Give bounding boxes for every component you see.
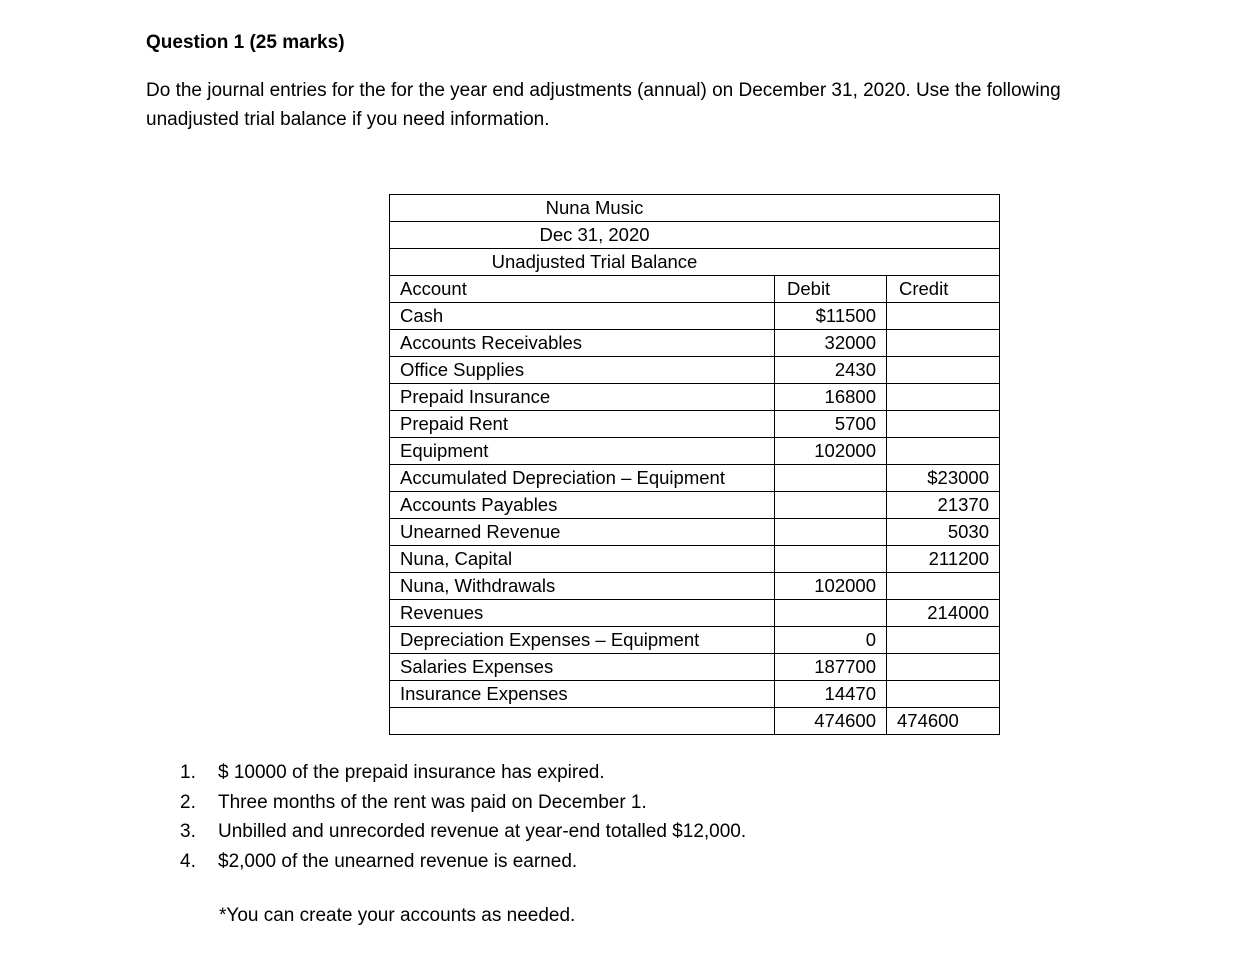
- table-row: [390, 600, 1000, 627]
- credit-amount: 5030: [887, 519, 1000, 546]
- credit-amount: [887, 303, 1000, 330]
- table-row: [390, 384, 1000, 411]
- debit-amount: [775, 492, 887, 519]
- debit-amount: 102000: [775, 573, 887, 600]
- credit-amount: [887, 627, 1000, 654]
- account-name: Salaries Expenses: [390, 654, 775, 681]
- credit-amount: 214000: [887, 600, 1000, 627]
- item-number: 4.: [180, 850, 196, 872]
- account-name: Accounts Payables: [390, 492, 775, 519]
- list-item: [180, 788, 746, 818]
- debit-total: 474600: [775, 708, 887, 735]
- credit-amount: [887, 357, 1000, 384]
- list-item: [180, 817, 746, 847]
- item-text: Unbilled and unrecorded revenue at year-end totalled $12,000.: [218, 821, 747, 842]
- company-name: Nuna Music: [390, 195, 1000, 222]
- debit-amount: 2430: [775, 357, 887, 384]
- account-name: Nuna, Withdrawals: [390, 573, 775, 600]
- account-name: Depreciation Expenses – Equipment: [390, 627, 775, 654]
- debit-amount: 0: [775, 627, 887, 654]
- table-row: [390, 519, 1000, 546]
- debit-amount: [775, 600, 887, 627]
- credit-amount: [887, 681, 1000, 708]
- account-name: Cash: [390, 303, 775, 330]
- column-header-row: [390, 276, 1000, 303]
- adjustments-list: [180, 758, 746, 876]
- footnote: *You can create your accounts as needed.: [219, 905, 576, 926]
- account-name: Unearned Revenue: [390, 519, 775, 546]
- list-item: [180, 847, 746, 877]
- credit-amount: [887, 411, 1000, 438]
- credit-amount: 21370: [887, 492, 1000, 519]
- debit-amount: 187700: [775, 654, 887, 681]
- credit-amount: 211200: [887, 546, 1000, 573]
- account-name: Prepaid Insurance: [390, 384, 775, 411]
- table-row: [390, 303, 1000, 330]
- item-text: $ 10000 of the prepaid insurance has expired.: [218, 762, 605, 783]
- debit-amount: $11500: [775, 303, 887, 330]
- account-name: Prepaid Rent: [390, 411, 775, 438]
- credit-amount: [887, 438, 1000, 465]
- account-name: Equipment: [390, 438, 775, 465]
- table-row: [390, 546, 1000, 573]
- table-row: [390, 627, 1000, 654]
- account-name: Revenues: [390, 600, 775, 627]
- table-row: [390, 654, 1000, 681]
- statement-name: Unadjusted Trial Balance: [390, 249, 1000, 276]
- item-number: 1.: [180, 762, 196, 783]
- credit-amount: [887, 384, 1000, 411]
- debit-amount: 102000: [775, 438, 887, 465]
- credit-amount: [887, 330, 1000, 357]
- table-row: [390, 681, 1000, 708]
- account-name: Accounts Receivables: [390, 330, 775, 357]
- table-row: [390, 573, 1000, 600]
- debit-amount: [775, 519, 887, 546]
- account-column-header: Account: [390, 276, 775, 303]
- table-row: [390, 411, 1000, 438]
- statement-date: Dec 31, 2020: [390, 222, 1000, 249]
- item-text: $2,000 of the unearned revenue is earned.: [218, 850, 578, 872]
- account-name: Nuna, Capital: [390, 546, 775, 573]
- table-row: [390, 465, 1000, 492]
- totals-row: [390, 708, 1000, 735]
- statement-row: [390, 249, 1000, 276]
- date-row: [390, 222, 1000, 249]
- credit-amount: [887, 573, 1000, 600]
- totals-label-cell: [390, 708, 775, 735]
- trial-balance-table: [389, 194, 1000, 735]
- debit-amount: 32000: [775, 330, 887, 357]
- credit-amount: $23000: [887, 465, 1000, 492]
- account-name: Office Supplies: [390, 357, 775, 384]
- company-row: [390, 195, 1000, 222]
- list-item: [180, 758, 746, 788]
- credit-column-header: Credit: [887, 276, 1000, 303]
- question-title: Question 1 (25 marks): [146, 32, 345, 53]
- debit-amount: 5700: [775, 411, 887, 438]
- table-row: [390, 438, 1000, 465]
- debit-amount: [775, 465, 887, 492]
- table-row: [390, 330, 1000, 357]
- account-name: Insurance Expenses: [390, 681, 775, 708]
- credit-amount: [887, 654, 1000, 681]
- table-row: [390, 357, 1000, 384]
- item-text: Three months of the rent was paid on December 1.: [218, 791, 647, 813]
- question-instructions: Do the journal entries for the for the year end adjustments (annual) on December 31, 2020. Use the following unadjusted trial balance if you need information.: [146, 80, 1061, 130]
- debit-column-header: Debit: [775, 276, 887, 303]
- account-name: Accumulated Depreciation – Equipment: [390, 465, 775, 492]
- table-row: [390, 492, 1000, 519]
- debit-amount: [775, 546, 887, 573]
- item-number: 2.: [180, 791, 196, 813]
- credit-total: 474600: [887, 708, 1000, 735]
- debit-amount: 16800: [775, 384, 887, 411]
- item-number: 3.: [180, 821, 196, 842]
- debit-amount: 14470: [775, 681, 887, 708]
